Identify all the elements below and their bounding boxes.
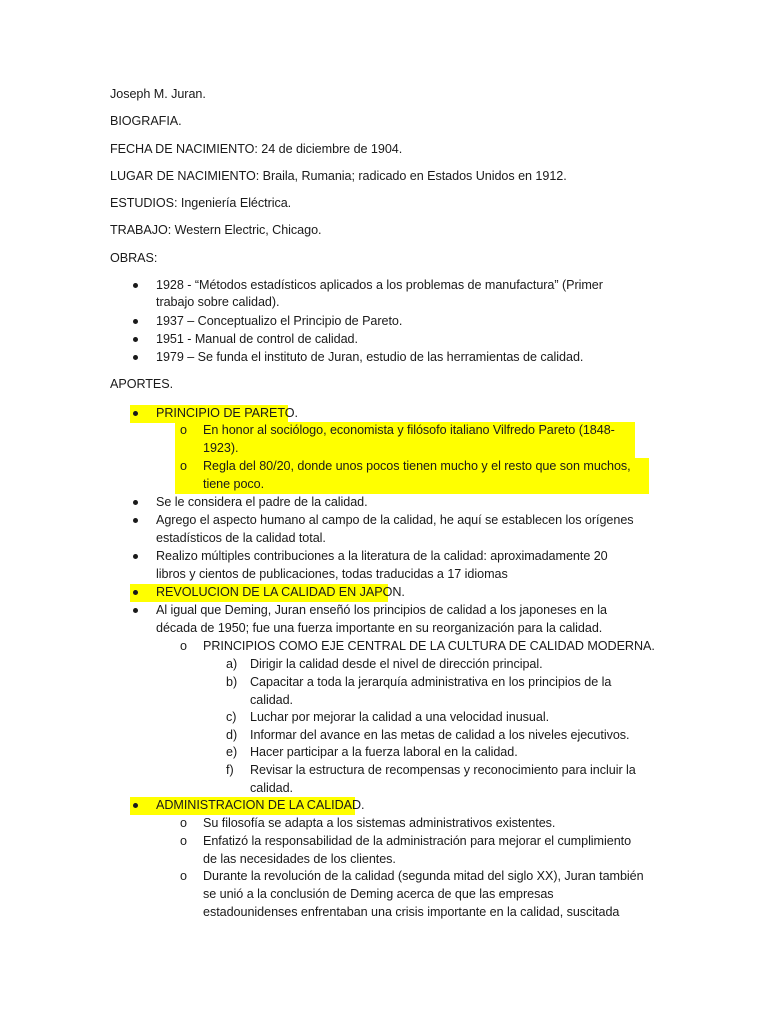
section-biografia: BIOGRAFIA. [110, 114, 182, 128]
pareto-sub: En honor al sociólogo, economista y filósofo italiano Vilfredo Pareto (1848- [203, 423, 615, 437]
estudios: ESTUDIOS: Ingeniería Eléctrica. [110, 196, 292, 210]
list-label: b) [226, 675, 238, 689]
principio-item: Informar del avance en las metas de calidad a los niveles ejecutivos. [250, 728, 630, 742]
principio-item: Hacer participar a la fuerza laboral en la calidad. [250, 745, 518, 759]
aporte-item: Agrego el aspecto humano al campo de la calidad, he aquí se establecen los orígenes [156, 513, 634, 527]
list-label: f) [226, 763, 234, 777]
pareto-sub-cont: tiene poco. [203, 477, 265, 491]
obra-item: 1928 - “Métodos estadísticos aplicados a los problemas de manufactura” (Primer [156, 278, 603, 292]
bullet-icon [133, 803, 138, 808]
principio-item-cont: calidad. [250, 693, 294, 707]
bullet-icon [133, 518, 138, 523]
aporte-item-cont: estadísticos de la calidad total. [156, 531, 326, 545]
obra-item: 1937 – Conceptualizo el Principio de Pareto. [156, 314, 403, 328]
heading-administracion: ADMINISTRACION DE LA CALIDAD. [156, 798, 365, 812]
list-label: c) [226, 710, 237, 724]
trabajo: TRABAJO: Western Electric, Chicago. [110, 223, 322, 237]
principio-item: Capacitar a toda la jerarquía administrativa en los principios de la [250, 675, 612, 689]
heading-pareto: PRINCIPIO DE PARETO. [156, 406, 298, 420]
pareto-sub-cont: 1923). [203, 441, 239, 455]
list-label: d) [226, 728, 238, 742]
admin-item-cont: estadounidenses enfrentaban una crisis importante en la calidad, suscitada [203, 905, 620, 919]
lugar-nacimiento: LUGAR DE NACIMIENTO: Braila, Rumania; radicado en Estados Unidos en 1912. [110, 169, 567, 183]
sub-bullet-icon: o [180, 639, 188, 653]
aporte-item-cont: década de 1950; fue una fuerza importante en su reorganización para la calidad. [156, 621, 603, 635]
aporte-item: Se le considera el padre de la calidad. [156, 495, 368, 509]
list-label: a) [226, 657, 238, 671]
bullet-icon [133, 355, 138, 360]
principio-item-cont: calidad. [250, 781, 294, 795]
document-title: Joseph M. Juran. [110, 87, 206, 101]
principios-heading: PRINCIPIOS COMO EJE CENTRAL DE LA CULTURA DE CALIDAD MODERNA. [203, 639, 655, 653]
bullet-icon [133, 554, 138, 559]
sub-bullet-icon: o [180, 869, 188, 883]
bullet-icon [133, 608, 138, 613]
pareto-sub: Regla del 80/20, donde unos pocos tienen mucho y el resto que son muchos, [203, 459, 631, 473]
section-obras: OBRAS: [110, 251, 158, 265]
bullet-icon [133, 411, 138, 416]
heading-revolucion: REVOLUCION DE LA CALIDAD EN JAPON. [156, 585, 405, 599]
admin-item: Su filosofía se adapta a los sistemas administrativos existentes. [203, 816, 556, 830]
sub-bullet-icon: o [180, 834, 188, 848]
section-aportes: APORTES. [110, 377, 174, 391]
aporte-item: Al igual que Deming, Juran enseñó los principios de calidad a los japoneses en la [156, 603, 608, 617]
bullet-icon [133, 319, 138, 324]
admin-item: Durante la revolución de la calidad (segunda mitad del siglo XX), Juran también [203, 869, 644, 883]
sub-bullet-icon: o [180, 423, 188, 437]
bullet-icon [133, 283, 138, 288]
bullet-icon [133, 590, 138, 595]
aporte-item-cont: libros y cientos de publicaciones, todas traducidas a 17 idiomas [156, 567, 508, 581]
list-label: e) [226, 745, 238, 759]
sub-bullet-icon: o [180, 459, 188, 473]
principio-item: Luchar por mejorar la calidad a una velocidad inusual. [250, 710, 550, 724]
bullet-icon [133, 337, 138, 342]
admin-item-cont: se unió a la conclusión de Deming acerca de que las empresas [203, 887, 554, 901]
aporte-item: Realizo múltiples contribuciones a la literatura de la calidad: aproximadamente 20 [156, 549, 608, 563]
obra-item-cont: trabajo sobre calidad). [156, 295, 280, 309]
fecha-nacimiento: FECHA DE NACIMIENTO: 24 de diciembre de 1904. [110, 142, 403, 156]
obra-item: 1979 – Se funda el instituto de Juran, estudio de las herramientas de calidad. [156, 350, 584, 364]
principio-item: Dirigir la calidad desde el nivel de dirección principal. [250, 657, 543, 671]
admin-item-cont: de las necesidades de los clientes. [203, 852, 396, 866]
bullet-icon [133, 500, 138, 505]
sub-bullet-icon: o [180, 816, 188, 830]
principio-item: Revisar la estructura de recompensas y reconocimiento para incluir la [250, 763, 636, 777]
admin-item: Enfatizó la responsabilidad de la administración para mejorar el cumplimiento [203, 834, 632, 848]
obra-item: 1951 - Manual de control de calidad. [156, 332, 358, 346]
